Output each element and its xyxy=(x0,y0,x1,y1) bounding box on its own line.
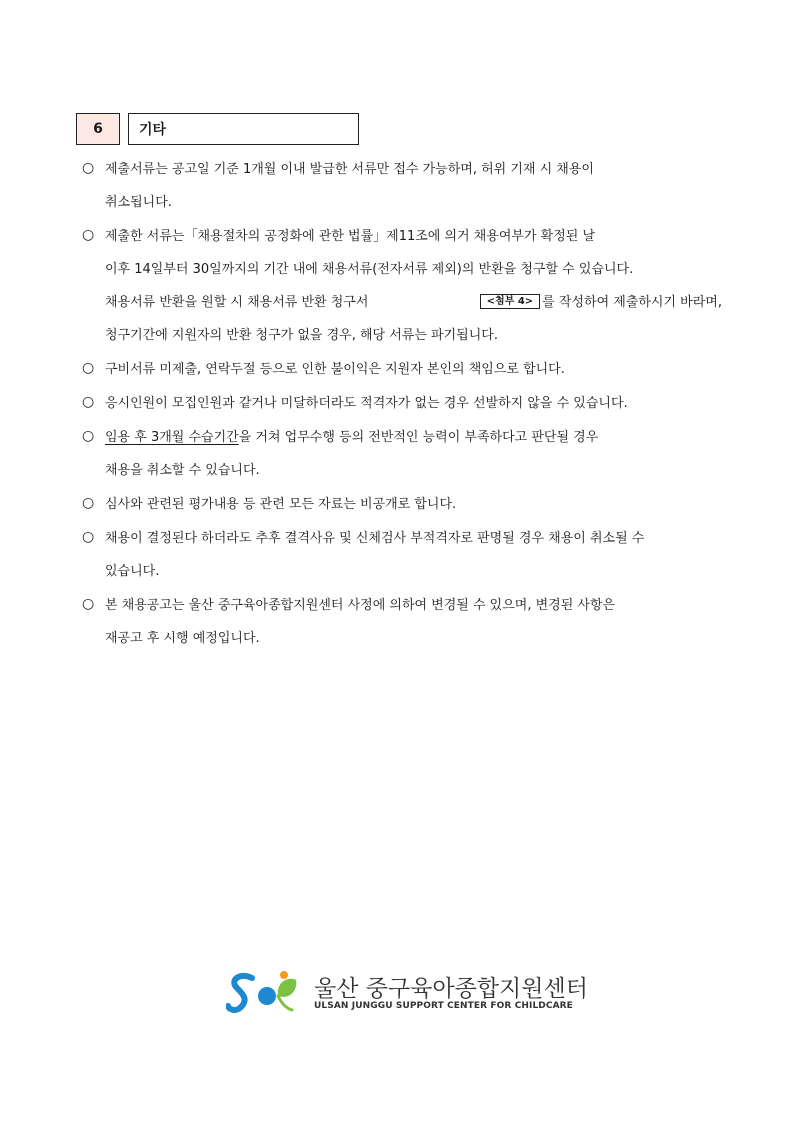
item-text: 채용을 취소할 수 있습니다. xyxy=(105,463,260,478)
item-text: 본 채용공고는 울산 중구육아종합지원센터 사정에 의하여 변경될 수 있으며, 변경된 사항은 xyxy=(105,598,616,613)
logo-mark-icon xyxy=(226,970,302,1016)
item-text: 채용이 결정된다 하더라도 추후 결격사유 및 신체검사 부적격자로 판명될 경우 채용이 취소될 수 xyxy=(105,531,645,546)
bullet-icon: ○ xyxy=(82,360,95,376)
item-text: 을 거쳐 업무수행 등의 전반적인 능력이 부족하다고 판단될 경우 xyxy=(238,430,599,445)
list-item xyxy=(82,528,722,583)
bullet-icon: ○ xyxy=(82,529,95,545)
list-item xyxy=(82,427,722,482)
item-text: 를 작성하여 제출하시기 바라며, xyxy=(542,295,722,310)
item-text: 있습니다. xyxy=(105,564,160,579)
logo-english-name: ULSAN JUNGGU SUPPORT CENTER FOR CHILDCARE xyxy=(314,1001,573,1011)
list-item xyxy=(82,159,722,214)
logo-korean-name: 울산 중구육아종합지원센터 xyxy=(314,976,588,1002)
list-item xyxy=(82,226,722,347)
bullet-icon: ○ xyxy=(82,160,95,176)
attachment-badge: <첨부 4> xyxy=(480,294,541,309)
list-item xyxy=(82,595,722,650)
item-text: 심사와 관련된 평가내용 등 관련 모든 자료는 비공개로 합니다. xyxy=(105,497,457,512)
item-text: 청구기간에 지원자의 반환 청구가 없을 경우, 해당 서류는 파기됩니다. xyxy=(105,328,498,343)
bullet-icon: ○ xyxy=(82,394,95,410)
attachment-reference xyxy=(478,292,722,314)
bullet-icon: ○ xyxy=(82,495,95,511)
bullet-icon: ○ xyxy=(82,428,95,444)
item-text-line xyxy=(105,292,722,314)
list-item xyxy=(82,359,722,381)
center-logo xyxy=(226,970,588,1020)
item-text: 재공고 후 시행 예정입니다. xyxy=(105,631,260,646)
item-text: 취소됩니다. xyxy=(105,195,172,210)
item-text: 응시인원이 모집인원과 같거나 미달하더라도 적격자가 없는 경우 선발하지 않을 수 있습니다. xyxy=(105,396,628,411)
item-text: 구비서류 미제출, 연락두절 등으로 인한 불이익은 지원자 본인의 책임으로 합니다. xyxy=(105,362,565,377)
item-text: 제출서류는 공고일 기준 1개월 이내 발급한 서류만 접수 가능하며, 허위 기재 시 채용이 xyxy=(105,162,594,177)
probation-text: 임용 후 3개월 수습기간 xyxy=(105,430,239,445)
section-number: 6 xyxy=(76,113,120,145)
item-text: 채용서류 반환을 원할 시 채용서류 반환 청구서 xyxy=(105,295,369,310)
list-item xyxy=(82,494,722,516)
bullet-icon: ○ xyxy=(82,596,95,612)
bullet-icon: ○ xyxy=(82,227,95,243)
item-text-line xyxy=(105,427,722,449)
list-item xyxy=(82,393,722,415)
section-title: 기타 xyxy=(128,113,359,145)
item-text: 이후 14일부터 30일까지의 기간 내에 채용서류(전자서류 제외)의 반환을 청구할 수 있습니다. xyxy=(105,262,634,277)
notice-list xyxy=(82,159,722,662)
item-text: 제출한 서류는「채용절차의 공정화에 관한 법률」제11조에 의거 채용여부가 확정된 날 xyxy=(105,229,596,244)
